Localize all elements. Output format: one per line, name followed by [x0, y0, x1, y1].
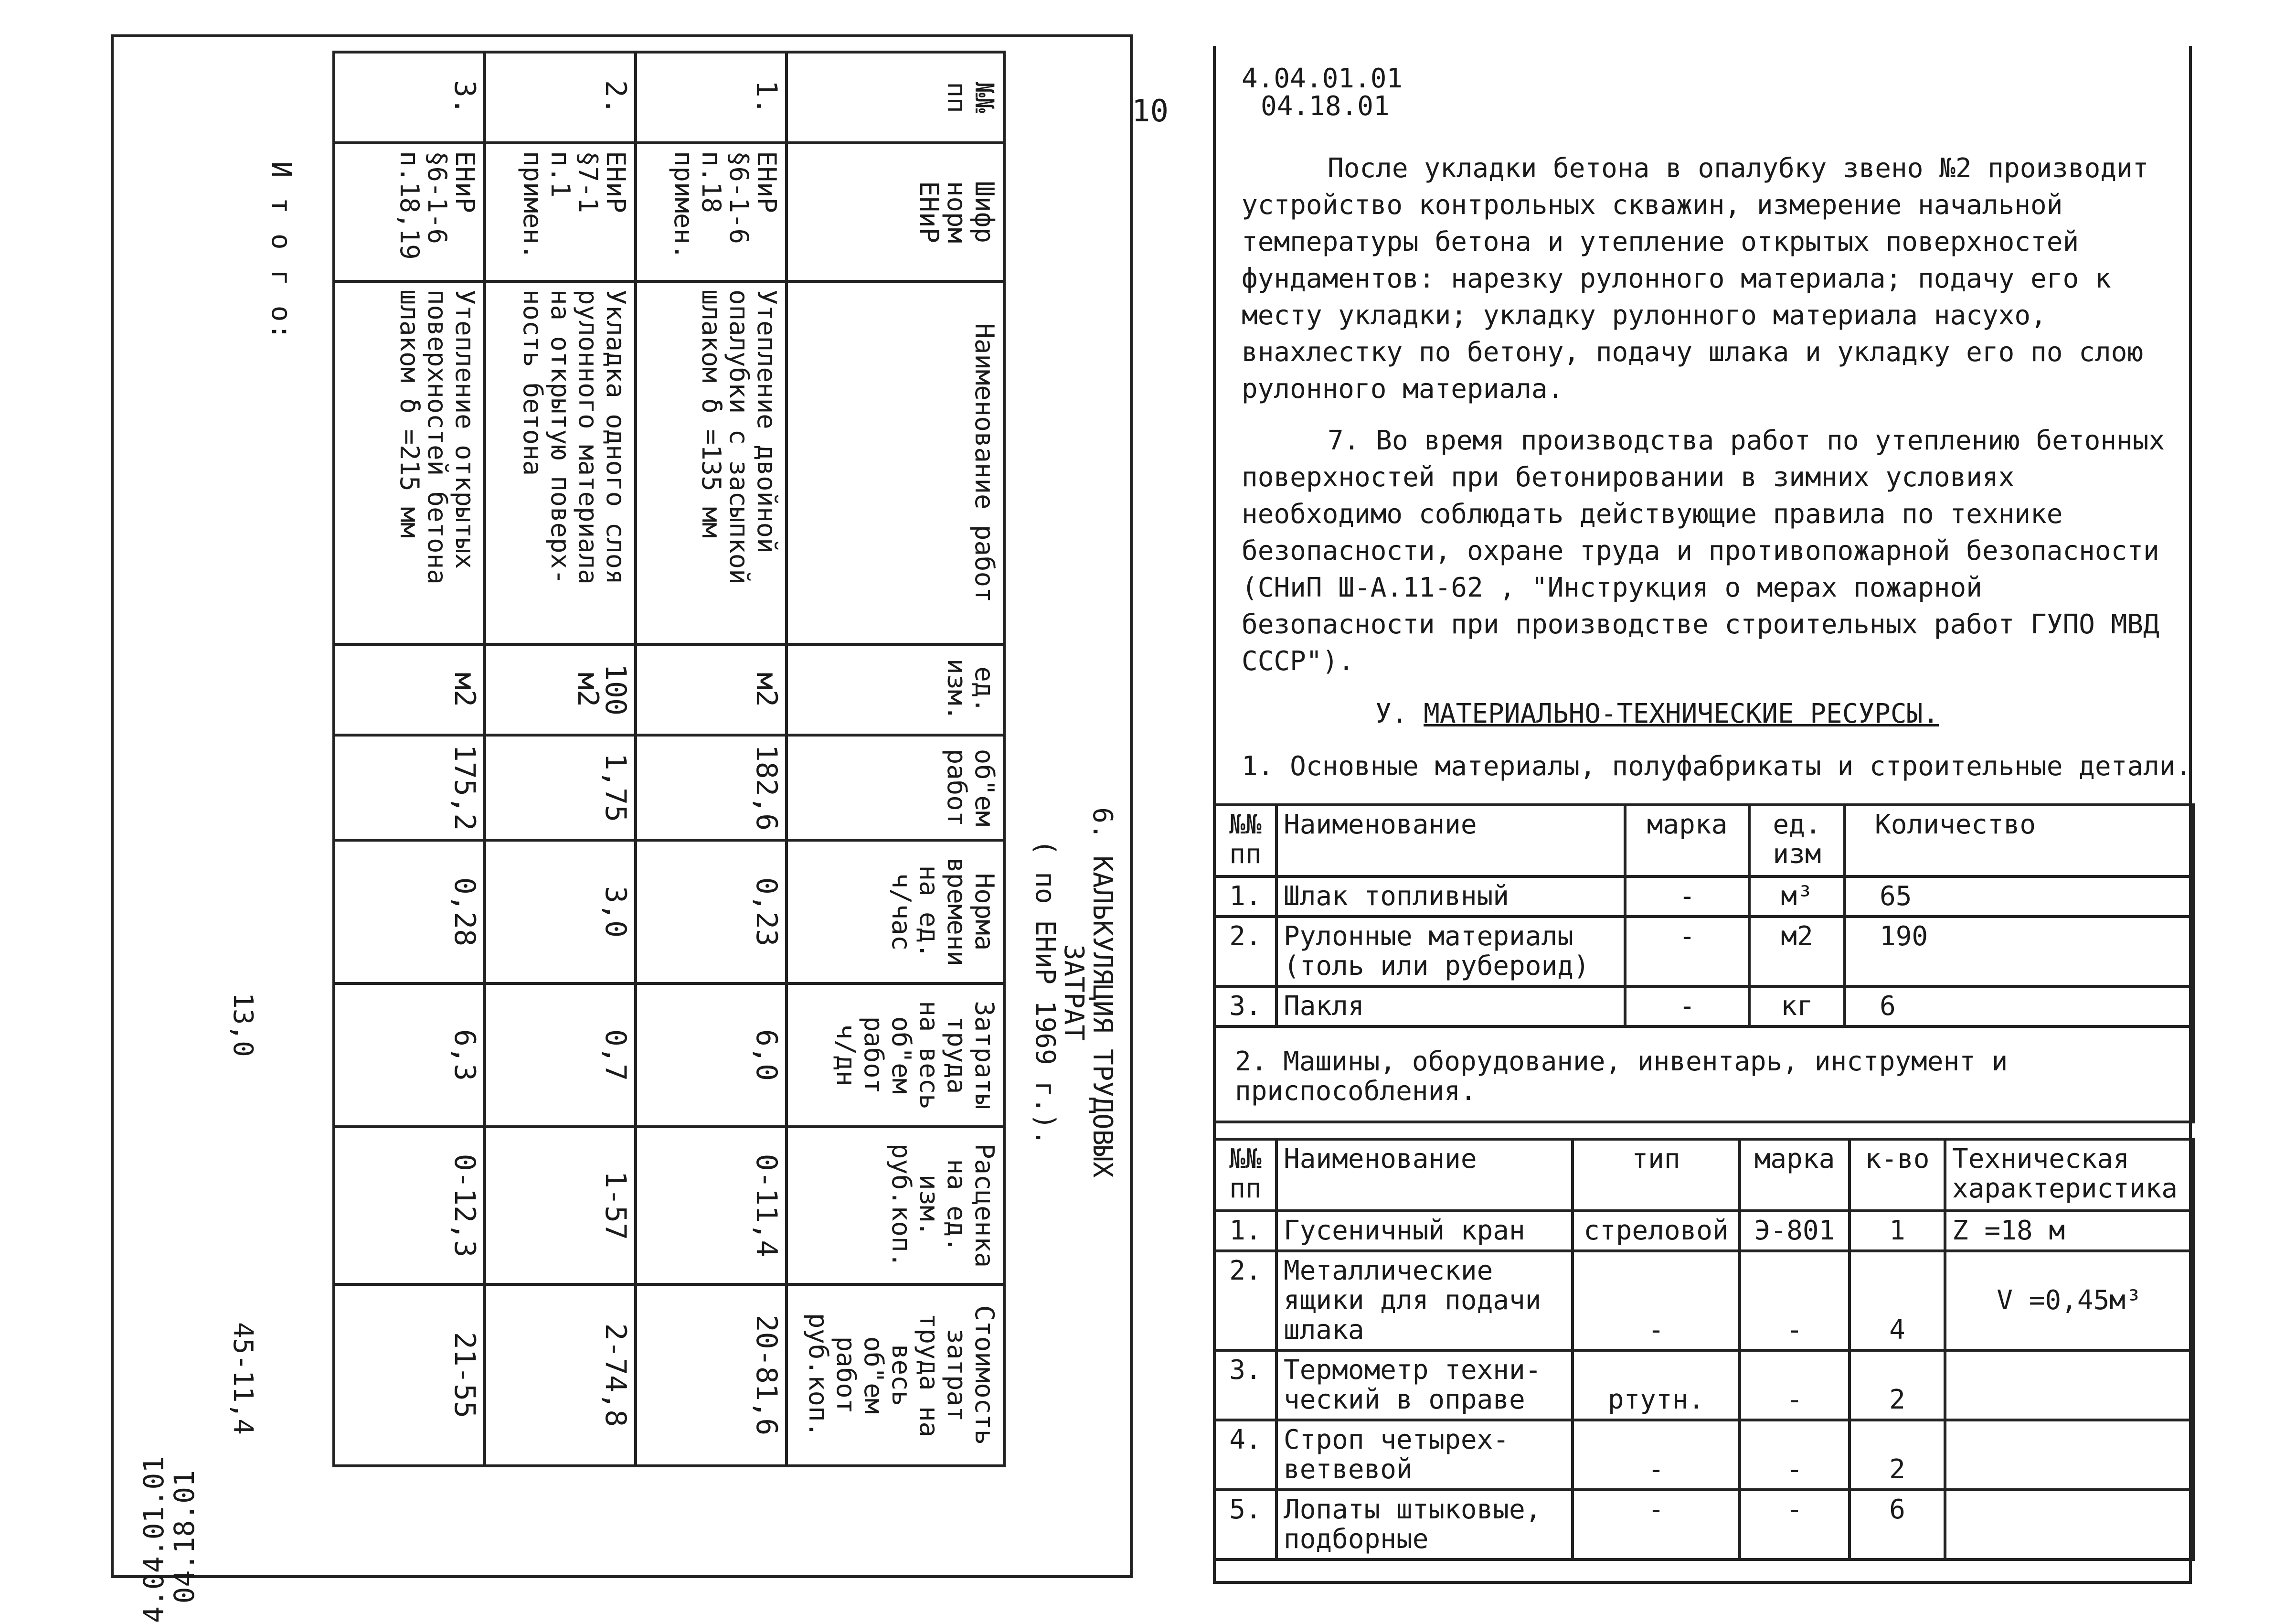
machines-subtitle-row — [1214, 1026, 2193, 1122]
cell: 2. — [485, 52, 636, 143]
right-doc-code-2: 04.18.01 — [1261, 91, 1390, 122]
cell: 190 — [1845, 917, 2193, 986]
cell: Лопаты штыковые, подборные — [1276, 1490, 1573, 1559]
right-page — [1213, 46, 2192, 1584]
section-title: МАТЕРИАЛЬНО-ТЕХНИЧЕСКИЕ РЕСУРСЫ. — [1424, 698, 1939, 729]
cell: 1. — [1214, 876, 1276, 917]
cell: 6,3 — [334, 983, 485, 1127]
cell: ЕНиР §6-1-6 п.18,19 — [334, 143, 485, 281]
cell: 0,28 — [334, 840, 485, 983]
cell: 3. — [334, 52, 485, 143]
calc-heading-title: КАЛЬКУЛЯЦИЯ ТРУДОВЫХ ЗАТРАТ — [1058, 855, 1118, 1178]
paragraph-6: После укладки бетона в опалубку звено №2 производит устройство контрольных скважин, измерение начальной температуры бетона и утепление открытых поверхностей фундаментов: нарезку рулонного материала; подачу его к месту укладки; укладку рулонного материала насухо, внахлестку по бетону, подачу шлака и укладку его по слою рулонного материала. — [1242, 153, 2149, 405]
page-number: 10 — [1132, 94, 1169, 129]
materials-header-row — [1214, 805, 2193, 876]
col-header: Шифр норм ЕНиР — [787, 143, 1004, 281]
cell: Э-801 — [1740, 1211, 1850, 1251]
machines-table — [1213, 1138, 2195, 1561]
right-doc-code-1: 4.04.01.01 — [1242, 63, 1403, 94]
cell: Термометр техни- ческий в оправе — [1276, 1350, 1573, 1420]
table-row — [1214, 1420, 2193, 1490]
cell: Шлак топливный — [1276, 876, 1625, 917]
labor-calc-table — [332, 51, 1006, 1467]
paragraph-7: 7. Во время производства работ по утеплению бетонных поверхностей при бетонировании в зимних условиях необходимо соблюдать действующие правила по технике безопасности, охране труда и противопожарной безопасности (СНиП Ш-А.11-62 , "Инструкция о мерах пожарной безопасности при производстве строительных работ ГУПО МВД СССР"). — [1242, 425, 2165, 677]
cell: 2. — [1214, 1251, 1276, 1350]
cell: 2. — [1214, 917, 1276, 986]
cell: - — [1740, 1251, 1850, 1350]
col-header: об"ем работ — [787, 735, 1004, 840]
cell: м³ — [1749, 876, 1845, 917]
cell: - — [1573, 1251, 1740, 1350]
cell: Гусеничный кран — [1276, 1211, 1573, 1251]
col-header: Затраты труда на весь об"ем работ ч/дн — [787, 983, 1004, 1127]
total-labor: 13,0 — [227, 993, 258, 1057]
cell: Укладка одного слоя рулонного материала на открытую поверх- ность бетона — [485, 281, 636, 644]
cell: 0,7 — [485, 983, 636, 1127]
cell: - — [1740, 1490, 1850, 1559]
left-doc-code-1: 4.04.01.01 — [138, 1456, 170, 1623]
cell: - — [1573, 1420, 1740, 1490]
cell — [1945, 1420, 2193, 1490]
cell: 6 — [1850, 1490, 1945, 1559]
cell: 21-55 — [334, 1284, 485, 1466]
col-header: Норма времени на ед. ч/час — [787, 840, 1004, 983]
total-cost: 45-11,4 — [227, 1322, 258, 1435]
cell: Пакля — [1276, 986, 1625, 1026]
table-row — [1214, 917, 2193, 986]
cell: 0-12,3 — [334, 1127, 485, 1284]
table-row — [1214, 1490, 2193, 1559]
cell: кг — [1749, 986, 1845, 1026]
cell: Утепление открытых поверхностей бетона шлаком δ =215 мм — [334, 281, 485, 644]
cell: 6,0 — [636, 983, 787, 1127]
left-doc-code — [138, 1456, 201, 1623]
col-header: Наименование — [1276, 1139, 1573, 1211]
table-row — [1214, 986, 2193, 1026]
col-header: марка — [1740, 1139, 1850, 1211]
cell: 3. — [1214, 986, 1276, 1026]
section-heading — [1375, 695, 1939, 733]
left-page — [111, 34, 1133, 1623]
col-header: Наименование — [1276, 805, 1625, 876]
cell: - — [1573, 1490, 1740, 1559]
table-row — [636, 52, 787, 1466]
cell: м2 — [636, 644, 787, 735]
cell: - — [1740, 1420, 1850, 1490]
cell: 100 м2 — [485, 644, 636, 735]
col-header: №№ пп — [787, 52, 1004, 143]
calc-heading-number: 6. — [1087, 807, 1118, 840]
cell: 175,2 — [334, 735, 485, 840]
cell: ЕНиР §7-1 п.1 примен. — [485, 143, 636, 281]
cell: 4. — [1214, 1420, 1276, 1490]
cell: 1-57 — [485, 1127, 636, 1284]
right-doc-code — [1242, 65, 1403, 120]
cell: стреловой — [1573, 1211, 1740, 1251]
cell: м2 — [1749, 917, 1845, 986]
cell: - — [1625, 986, 1749, 1026]
col-header: ед. изм — [1749, 805, 1845, 876]
cell: V =0,45м³ — [1945, 1251, 2193, 1350]
cell: 2 — [1850, 1350, 1945, 1420]
cell: - — [1625, 876, 1749, 917]
col-header: ед. изм. — [787, 644, 1004, 735]
col-header: №№ пп — [1214, 1139, 1276, 1211]
cell: 1 — [1850, 1211, 1945, 1251]
col-header: Стоимость затрат труда на весь об"ем работ руб.коп. — [787, 1284, 1004, 1466]
cell: ртутн. — [1573, 1350, 1740, 1420]
cell: ЕНиР §6-1-6 п.18 примен. — [636, 143, 787, 281]
col-header: Наименование работ — [787, 281, 1004, 644]
cell: Z =18 м — [1945, 1211, 2193, 1251]
calc-header-row — [787, 52, 1004, 1466]
cell: - — [1740, 1350, 1850, 1420]
cell: 1. — [1214, 1211, 1276, 1251]
cell: Утепление двойной опалубки с засыпкой шлаком δ =135 мм — [636, 281, 787, 644]
cell: Металлические ящики для подачи шлака — [1276, 1251, 1573, 1350]
cell: Рулонные материалы (толь или рубероид) — [1276, 917, 1625, 986]
cell: 2 — [1850, 1420, 1945, 1490]
cell: 0,23 — [636, 840, 787, 983]
cell: 3,0 — [485, 840, 636, 983]
table-row — [1214, 876, 2193, 917]
calc-heading-subtitle: ( по ЕНиР 1969 г.). — [1030, 839, 1061, 1146]
cell: 6 — [1845, 986, 2193, 1026]
left-doc-code-2: 04.18.01 — [168, 1470, 201, 1604]
col-header: Количество — [1845, 805, 2193, 876]
cell: 5. — [1214, 1490, 1276, 1559]
cell — [1945, 1490, 2193, 1559]
col-header: Техническая характеристика — [1945, 1139, 2193, 1211]
table-row — [1214, 1350, 2193, 1420]
machines-subtitle: 2. Машины, оборудование, инвентарь, инструмент и приспособления. — [1214, 1026, 2193, 1122]
cell: 1,75 — [485, 735, 636, 840]
cell — [1945, 1350, 2193, 1420]
table-row — [334, 52, 485, 1466]
col-header: марка — [1625, 805, 1749, 876]
cell: - — [1625, 917, 1749, 986]
table-row — [485, 52, 636, 1466]
calc-heading — [1031, 754, 1116, 1231]
col-header: тип — [1573, 1139, 1740, 1211]
table-row — [1214, 1251, 2193, 1350]
materials-subtitle: 1. Основные материалы, полуфабрикаты и строительные детали. — [1242, 751, 2192, 782]
cell: 20-81,6 — [636, 1284, 787, 1466]
col-header: №№ пп — [1214, 805, 1276, 876]
cell: 3. — [1214, 1350, 1276, 1420]
total-label: И т о г о: — [266, 161, 297, 342]
col-header: Расценка на ед. изм. руб.коп. — [787, 1127, 1004, 1284]
page-frame-bottom — [1213, 1581, 2192, 1584]
cell: 182,6 — [636, 735, 787, 840]
cell: 4 — [1850, 1251, 1945, 1350]
materials-table — [1213, 803, 2195, 1123]
machines-header-row — [1214, 1139, 2193, 1211]
cell: 2-74,8 — [485, 1284, 636, 1466]
section-number: У. — [1375, 698, 1408, 729]
cell: 0-11,4 — [636, 1127, 787, 1284]
cell: 65 — [1845, 876, 2193, 917]
cell: 1. — [636, 52, 787, 143]
cell: Строп четырех- ветвевой — [1276, 1420, 1573, 1490]
col-header: к-во — [1850, 1139, 1945, 1211]
cell: м2 — [334, 644, 485, 735]
table-row — [1214, 1211, 2193, 1251]
